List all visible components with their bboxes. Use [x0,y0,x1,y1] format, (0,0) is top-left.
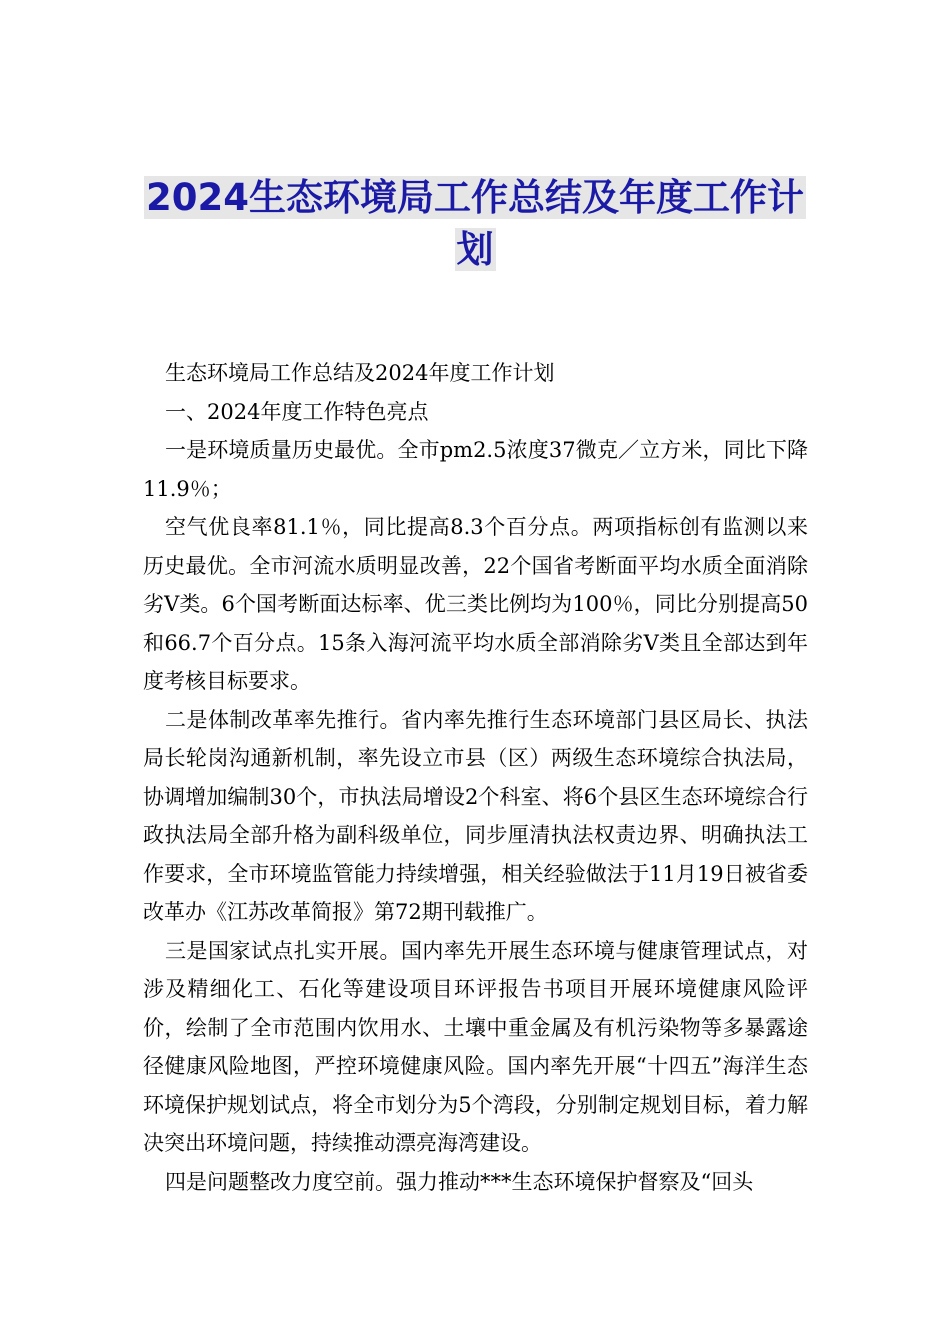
paragraph: 一是环境质量历史最优。全市pm2.5浓度37微克／立方米，同比下降11.9％； [143,438,808,501]
paragraph: 空气优良率81.1％，同比提高8.3个百分点。两项指标创有监测以来历史最优。全市河流水质明显改善，22个国省考断面平均水质全面消除劣Ⅴ类。6个国考断面达标率、优三类比例均为100％，同比分别提高50和66.7个百分点。15条入海河流平均水质全部消除劣Ⅴ类且全部达到年度考核目标要求。 [143,515,808,693]
document-title: 2024生态环境局工作总结及年度工作计划 [146,176,804,271]
paragraph-section-heading: 一、2024年度工作特色亮点 [165,399,429,424]
paragraph: 二是体制改革率先推行。省内率先推行生态环境部门县区局长、执法局长轮岗沟通新机制，率先设立市县（区）两级生态环境综合执法局，协调增加编制30个，市执法局增设2个科室、将6个县区生态环境综合行政执法局全部升格为副科级单位，同步厘清执法权责边界、明确执法工作要求，全市环境监管能力持续增强，相关经验做法于11月19日被省委改革办《江苏改革简报》第72期刊载推广。 [143,707,808,924]
title-block [140,172,810,276]
paragraph-subtitle: 生态环境局工作总结及2024年度工作计划 [165,361,555,385]
paragraph: 三是国家试点扎实开展。国内率先开展生态环境与健康管理试点，对涉及精细化工、石化等建设项目环评报告书项目开展环境健康风险评价，绘制了全市范围内饮用水、土壤中重金属及有机污染物等多暴露途径健康风险地图，严控环境健康风险。国内率先开展“十四五”海洋生态环境保护规划试点，将全市划分为5个湾段，分别制定规划目标，着力解决突出环境问题，持续推动漂亮海湾建设。 [143,938,808,1155]
document-body [143,354,808,1201]
paragraph: 四是问题整改力度空前。强力推动***生态环境保护督察及“回头 [165,1169,754,1194]
